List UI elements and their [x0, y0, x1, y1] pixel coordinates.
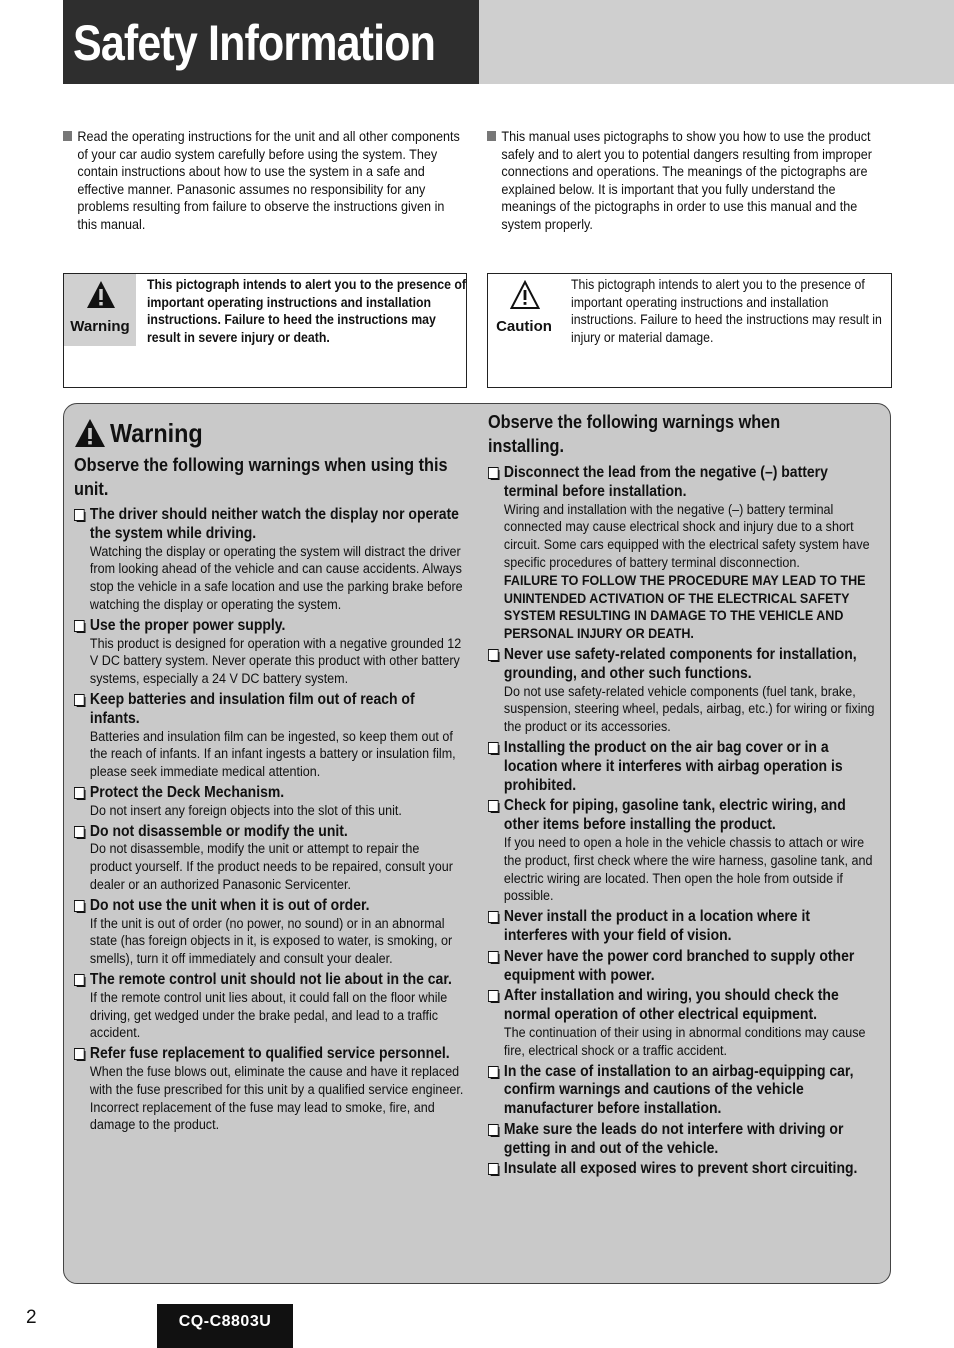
list-item — [74, 784, 463, 821]
item-body: Watching the display or operating the system will distract the driver from looking ahead of the vehicle and can cause accidents. Always stop the vehicle in a safe location and use the parking brake before watching the display or operating the system. — [89, 543, 463, 613]
checkbox-bullet-icon — [74, 694, 85, 706]
left-warning-list — [74, 506, 463, 1137]
item-body: This product is designed for operation with a negative grounded 12 V DC battery system. Never operate this product with other battery systems, especially a 24 V DC battery system. — [89, 635, 462, 688]
intro-right-text: This manual uses pictographs to show you how to use the product safely and to alert you to potential dangers resulting from improper connections and operations. The meanings of the pictographs are explained below. It is important that you fully understand the meanings of the pictographs in order to use this manual and the system properly. — [501, 128, 872, 232]
warning-triangle-icon — [86, 280, 116, 310]
item-body: When the fuse blows out, eliminate the cause and have it replaced with the fuse prescribed for this unit by a qualified service engineer. Incorrect replacement of the fuse may lead to smoke, fire, and damage to the product. — [89, 1063, 464, 1134]
list-item — [488, 646, 877, 737]
caution-pictograph — [488, 274, 560, 346]
checkbox-bullet-icon — [488, 742, 499, 754]
list-item — [488, 1160, 877, 1179]
item-body: If you need to open a hole in the vehicle chassis to attach or wire the product, first check where the wire harness, gasoline tank, and electric wiring are located. Then open the hole from outside if possible. — [503, 834, 873, 905]
intro-left — [63, 128, 477, 238]
list-item — [488, 948, 877, 986]
item-body: If the unit is out of order (no power, no sound) or in an abnormal state (has foreign objects in it, is exposed to water, is smoking, or smells), turn it off immediately and consult your dealer. — [89, 915, 453, 968]
checkbox-bullet-icon — [74, 826, 85, 838]
item-heading: Do not disassemble or modify the unit. — [89, 822, 348, 840]
square-bullet-icon — [63, 131, 72, 141]
list-item — [488, 797, 877, 906]
caution-pictograph-box — [487, 273, 892, 388]
item-heading: Make sure the leads do not interfere with driving or getting in and out of the vehicle. — [503, 1120, 844, 1157]
item-heading: In the case of installation to an airbag-equipping car, confirm warnings and cautions of the vehicle manufacturer before installation. — [503, 1062, 854, 1118]
warning-pictograph-text: This pictograph intends to alert you to the presence of important operating instructions and installation instructions. Failure to heed the instructions may result in severe injury or death. — [147, 276, 466, 345]
model-badge: CQ-C8803U — [157, 1304, 293, 1348]
warning-pictograph — [64, 274, 136, 346]
item-caps-warning: FAILURE TO FOLLOW THE PROCEDURE MAY LEAD TO THE UNINTENDED ACTIVATION OF THE ELECTRICAL SAFETY SYSTEM RESULTING IN DAMAGE TO THE VEHICLE AND PERSONAL INJURY OR DEATH. — [503, 572, 866, 643]
checkbox-bullet-icon — [74, 900, 85, 912]
checkbox-bullet-icon — [74, 1048, 85, 1060]
list-item — [74, 1045, 463, 1135]
item-body: Batteries and insulation film can be ingested, so keep them out of the reach of infants. If an infant ingests a battery or insulation film, please seek immediate medical attention. — [89, 728, 456, 781]
right-section-title: Observe the following warnings when installing. — [488, 411, 781, 456]
checkbox-bullet-icon — [74, 974, 85, 986]
warning-panel — [63, 403, 891, 1284]
caution-pictograph-label: Caution — [496, 318, 552, 335]
item-body: Wiring and installation with the negative (–) battery terminal connected may cause electrical shock and injury due to a short circuit. Some cars equipped with the electrical safety system have specific procedures of battery terminal disconnection. — [503, 501, 870, 571]
item-heading: Check for piping, gasoline tank, electric wiring, and other items before installing the product. — [503, 797, 846, 834]
item-heading: Disconnect the lead from the negative (–) battery terminal before installation. — [503, 464, 828, 500]
intro-left-text: Read the operating instructions for the unit and all other components of your car audio system carefully before using the system. They contain instructions about how to use the system in a safe and effective manner. Panasonic assumes no responsibility for any problems resulting from failure to observe the instructions given in this manual. — [77, 128, 460, 232]
square-bullet-icon — [487, 131, 496, 141]
item-heading: Never install the product in a location where it interferes with your field of vision. — [503, 908, 811, 944]
left-section-title: Observe the following warnings when using this unit. — [74, 454, 448, 499]
intro-right — [487, 128, 892, 238]
item-heading: Refer fuse replacement to qualified service personnel. — [89, 1045, 450, 1063]
item-heading: Never use safety-related components for installation, grounding, and other such functions. — [503, 645, 857, 682]
list-item — [488, 464, 877, 644]
checkbox-bullet-icon — [488, 800, 499, 812]
list-item — [74, 897, 463, 969]
checkbox-bullet-icon — [488, 1163, 499, 1175]
list-item — [74, 823, 463, 895]
list-item — [488, 987, 877, 1060]
item-heading: After installation and wiring, you should check the normal operation of other electrical equipment. — [503, 987, 839, 1024]
list-item — [74, 617, 463, 689]
list-item — [488, 908, 877, 946]
item-body: If the remote control unit lies about, it could fall on the floor while driving, get wedged under the brake pedal, and lead to a traffic accident. — [89, 989, 448, 1042]
checkbox-bullet-icon — [488, 990, 499, 1002]
list-item — [74, 506, 463, 615]
checkbox-bullet-icon — [74, 620, 85, 632]
item-heading: Use the proper power supply. — [89, 616, 286, 634]
warning-pictograph-box — [63, 273, 467, 388]
item-heading: Do not use the unit when it is out of order. — [89, 896, 370, 914]
panel-warning-label: Warning — [110, 418, 203, 448]
warning-triangle-icon — [74, 418, 106, 448]
checkbox-bullet-icon — [74, 787, 85, 799]
list-item — [74, 691, 463, 782]
caution-pictograph-text: This pictograph intends to alert you to the presence of important operating instructions and installation instructions. Failure to heed the instructions may result in injury or material damage. — [571, 276, 882, 345]
item-body: Do not disassemble, modify the unit or attempt to repair the product yourself. If the product needs to be repaired, consult your dealer or an authorized Panasonic Servicenter. — [89, 841, 453, 893]
list-item — [488, 1121, 877, 1159]
checkbox-bullet-icon — [488, 911, 499, 923]
checkbox-bullet-icon — [488, 951, 499, 963]
list-item — [74, 971, 463, 1043]
item-heading: Keep batteries and insulation film out of reach of infants. — [89, 690, 415, 727]
item-heading: The remote control unit should not lie about in the car. — [89, 970, 452, 988]
page-number: 2 — [26, 1307, 37, 1328]
page-title: Safety Information — [73, 15, 436, 71]
list-item — [488, 1063, 877, 1119]
warning-pictograph-label: Warning — [70, 318, 130, 335]
checkbox-bullet-icon — [488, 467, 499, 479]
item-heading: Insulate all exposed wires to prevent short circuiting. — [503, 1160, 858, 1178]
item-body: Do not use safety-related vehicle components (fuel tank, brake, suspension, steering wheel, pedals, airbag, etc.) for wiring or fixing the product or its accessories. — [503, 683, 875, 736]
checkbox-bullet-icon — [488, 649, 499, 661]
item-heading: Protect the Deck Mechanism. — [89, 783, 285, 801]
item-heading: Installing the product on the air bag cover or in a location where it interferes with airbag operation is prohibited. — [503, 738, 843, 794]
title-bar-extension — [479, 0, 954, 84]
right-warning-list — [488, 464, 877, 1181]
item-heading: Never have the power cord branched to supply other equipment with power. — [503, 947, 855, 984]
checkbox-bullet-icon — [488, 1066, 499, 1078]
item-body: The continuation of their using in abnormal conditions may cause fire, electrical shock or a traffic accident. — [503, 1024, 866, 1059]
title-bar — [63, 0, 479, 84]
checkbox-bullet-icon — [74, 509, 85, 521]
item-body: Do not insert any foreign objects into the slot of this unit. — [89, 802, 402, 819]
item-heading: The driver should neither watch the display nor operate the system while driving. — [89, 506, 459, 542]
checkbox-bullet-icon — [488, 1124, 499, 1136]
caution-triangle-icon — [510, 280, 540, 310]
list-item — [488, 739, 877, 795]
